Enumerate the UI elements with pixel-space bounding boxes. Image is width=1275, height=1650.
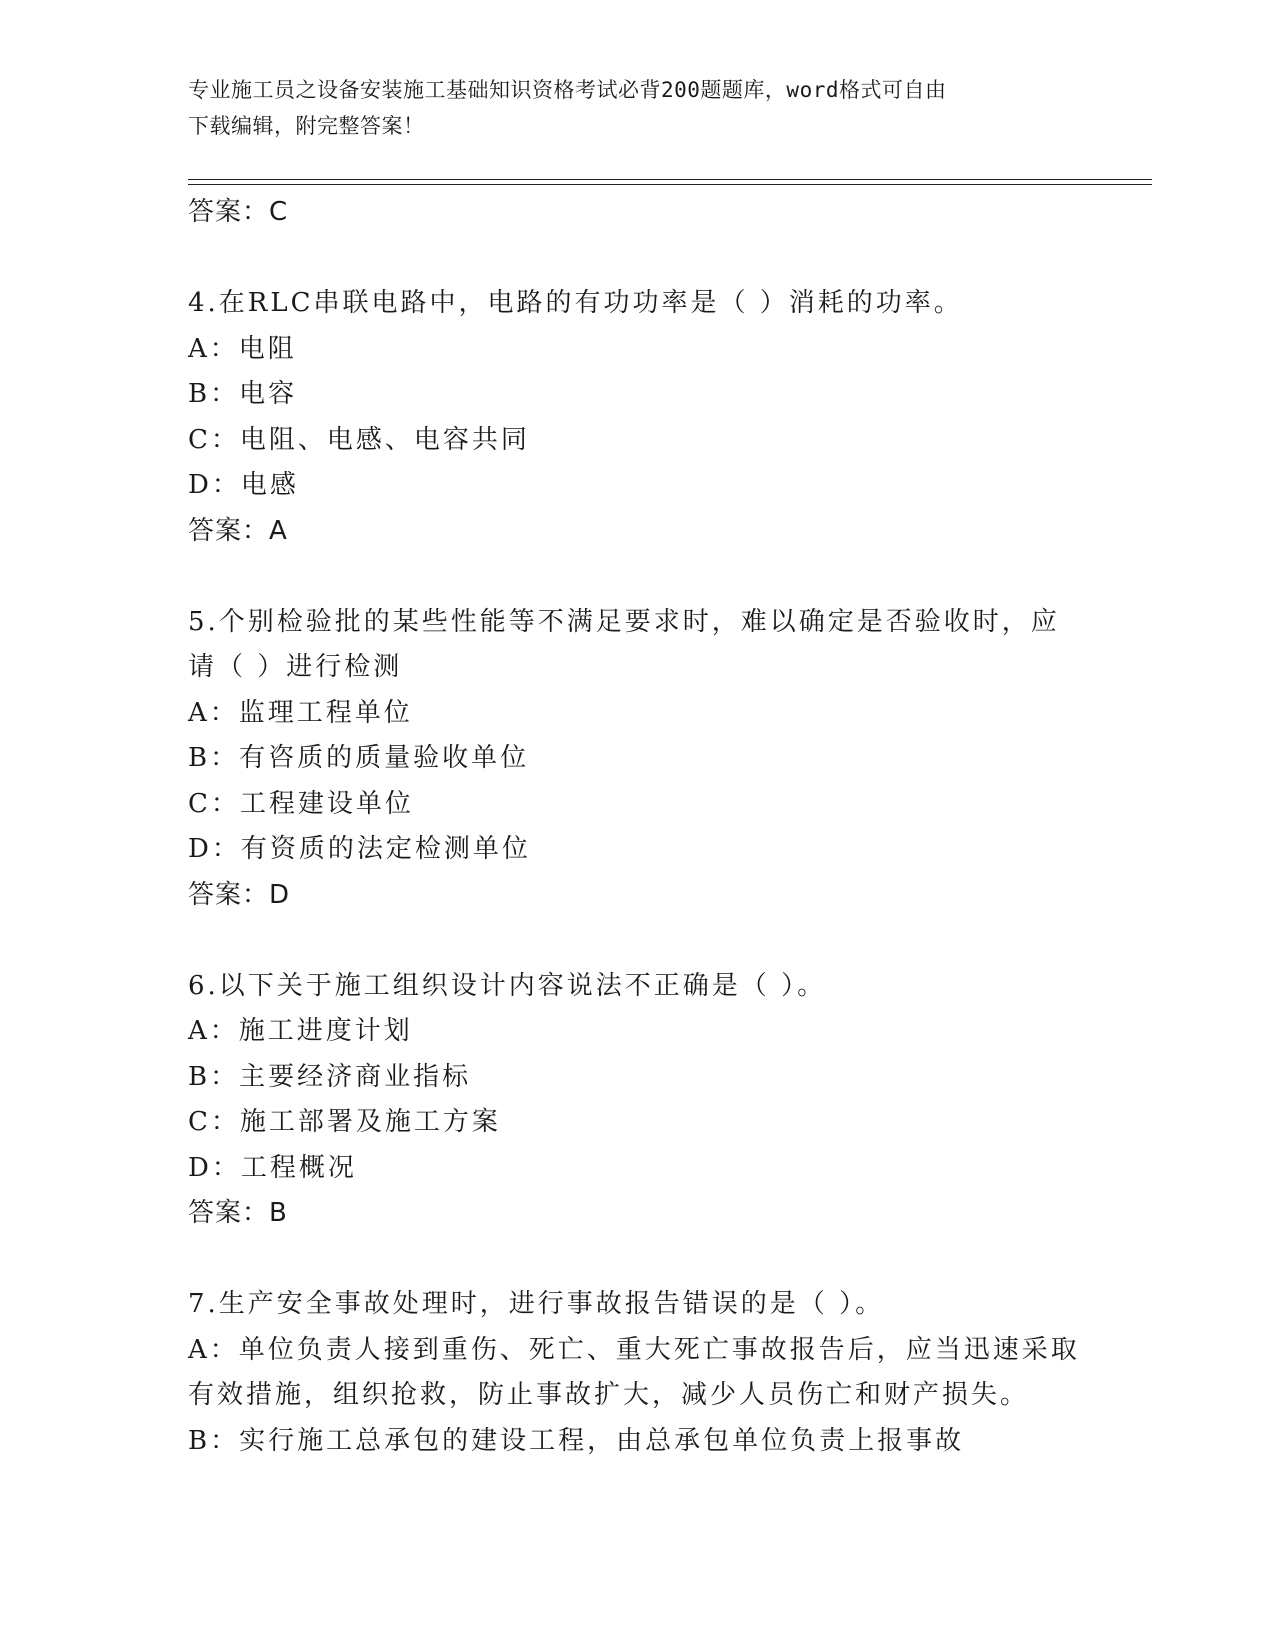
answer: 答案：A	[188, 515, 288, 546]
header-divider-top	[188, 179, 1152, 180]
option-d: D：电感	[188, 470, 299, 500]
question-stem: 4.在RLC串联电路中，电路的有功功率是（ ）消耗的功率。	[188, 288, 963, 318]
option-b: B：有咨质的质量验收单位	[188, 743, 530, 773]
option-d: D：工程概况	[188, 1152, 357, 1183]
answer: 答案：B	[188, 1198, 288, 1228]
option-a: A：监理工程单位	[188, 697, 413, 728]
question-7	[188, 1282, 1088, 1464]
header-line-2: 下载编辑，附完整答案！	[188, 114, 425, 138]
answer: 答案：D	[188, 879, 291, 910]
header-divider-bottom	[188, 184, 1152, 185]
header-line-1: 专业施工员之设备安装施工基础知识资格考试必背200题题库，word格式可自由	[188, 78, 947, 102]
page-header	[188, 72, 1068, 144]
question-6	[188, 964, 1088, 1237]
previous-answer: 答案：C	[188, 197, 289, 227]
spacer	[188, 918, 1088, 964]
option-a-continued: 有效措施，组织抢救，防止事故扩大，减少人员伤亡和财产损失。	[188, 1380, 1030, 1410]
question-content	[188, 190, 1088, 1464]
question-5	[188, 600, 1088, 919]
spacer	[188, 236, 1088, 282]
question-stem: 5.个别检验批的某些性能等不满足要求时，难以确定是否验收时，应	[188, 606, 1060, 637]
question-4	[188, 281, 1088, 554]
option-c: C：工程建设单位	[188, 788, 414, 819]
spacer	[188, 554, 1088, 600]
option-c: C：电阻、电感、电容共同	[188, 424, 530, 455]
option-d: D：有资质的法定检测单位	[188, 834, 531, 864]
question-stem-continued: 请（ ）进行检测	[188, 652, 403, 682]
spacer	[188, 1237, 1088, 1283]
question-stem: 6.以下关于施工组织设计内容说法不正确是（ ）。	[188, 970, 827, 1001]
option-b: B：电容	[188, 379, 298, 409]
option-b: B：主要经济商业指标	[188, 1061, 472, 1092]
question-stem: 7.生产安全事故处理时，进行事故报告错误的是（ ）。	[188, 1289, 885, 1319]
option-c: C：施工部署及施工方案	[188, 1107, 501, 1137]
option-a: A：电阻	[188, 333, 297, 364]
option-b: B：实行施工总承包的建设工程，由总承包单位负责上报事故	[188, 1425, 965, 1456]
option-a: A：单位负责人接到重伤、死亡、重大死亡事故报告后，应当迅速采取	[188, 1334, 1080, 1365]
option-a: A：施工进度计划	[188, 1016, 413, 1046]
